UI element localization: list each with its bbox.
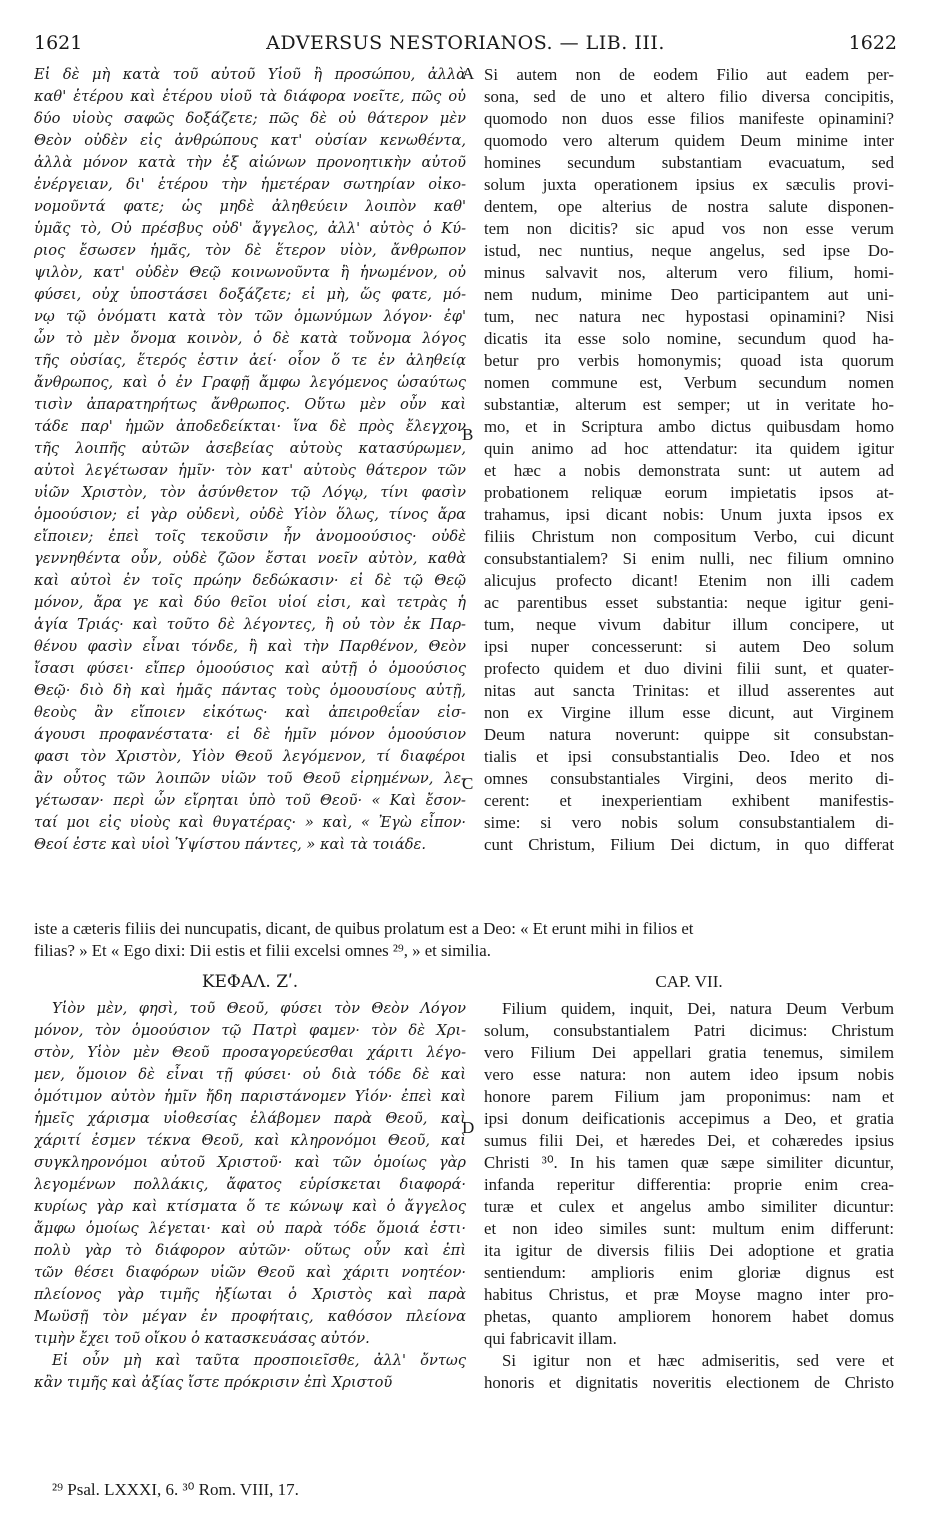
latin-text-line: et hæc a nobis demonstrata sunt: ut autem ad: [484, 461, 894, 480]
greek-text-line: φύσει, οὐχ ὑποστάσει δοξάζετε; εἰ μὴ, ὥς φατε, μό-: [34, 286, 466, 303]
latin-text-line: dentem, ope alterius de nostra salute disponen-: [484, 197, 894, 216]
greek-text-line: τιμὴν ἔχει τοῦ οἴκου ὁ κατασκευάσας αὐτόν.: [34, 1330, 370, 1347]
greek-text-line: υἱῶν Χριστὸν, τὸν ἀσύνθετον τῷ Λόγῳ, τίνι φασὶν: [34, 484, 466, 501]
running-title: ADVERSUS NESTORIANOS. — LIB. III.: [266, 32, 665, 54]
latin-text-line: non ex Virgine illum esse dicunt, aut Virginem: [484, 703, 894, 722]
greek-text-line: ριος ἔσωσεν ἡμᾶς, τὸν δὲ ἕτερον υἱὸν, ἄνθρωπον: [34, 242, 466, 259]
latin-text-line: ita igitur de diversis filiis Dei adoptione et gratia: [484, 1241, 894, 1260]
greek-text-line: ὑμᾶς τὸ, Οὐ πρέσβυς οὐδ' ἄγγελος, ἀλλ' αὐτὸς ὁ Κύ-: [34, 220, 466, 237]
latin-text-line: cunt Christum, Filium Dei dictum, in quo differat: [484, 835, 894, 854]
latin-text-line: solum, consubstantialem Patri dicimus: Christum: [484, 1021, 894, 1040]
latin-text-line: qui fabricavit illam.: [484, 1329, 617, 1348]
greek-text-line: αὐτοὶ λεγέτωσαν ἡμῖν· τὸν κατ' αὐτοὺς θάτερον τῶν: [34, 462, 466, 479]
latin-text-line: quomodo non duos esse filios manifeste opinamini?: [484, 109, 894, 128]
greek-text-line: Μωϋσῇ τὸν μέγαν ἐν προφήταις, καθόσον πλείονα: [34, 1308, 466, 1325]
greek-text-line: γέτωσαν· περὶ ὧν εἴρηται ὑπὸ τοῦ Θεοῦ· « Καὶ ἔσον-: [34, 792, 466, 809]
greek-text-line: ἂν οὗτος τῶν λοιπῶν υἱῶν τοῦ Θεοῦ εἰρημένων, λε-: [34, 770, 466, 787]
latin-text-line: tialis et ipsi consubstantialis Deo. Ideo et nos: [484, 747, 894, 766]
greek-text-line: τάδε παρ' ἡμῶν ἀποδεδείκται· ἵνα δὲ πρὸς ἔλεγχον: [34, 418, 466, 435]
latin-text-line: trahamus, ipsi dicant nobis: Unum juxta ipsos ex: [484, 505, 894, 524]
latin-text-line: solum juxta operationem ipsius ex sæculis provi-: [484, 175, 894, 194]
greek-text-line: δύο υἱοὺς σαφῶς δοξάζετε; πῶς δὲ οὐ θάτερον μὲν: [34, 110, 466, 127]
latin-text-line: betur pro verbis homonymis; quoad ista quorum: [484, 351, 894, 370]
latin-text-line: consubstantialem? Si enim nulli, nec filium omnino: [484, 549, 894, 568]
latin-text-line: tum, nec natura nec hypostasi opinamini? Nisi: [484, 307, 894, 326]
latin-text-line: Si autem non de eodem Filio aut eadem per-: [484, 65, 894, 84]
latin-text-line: vero Filium Dei appellari gratia tenemus, similem: [484, 1043, 894, 1062]
greek-text-line: φασι τὸν Χριστὸν, Υἱὸν Θεοῦ λεγόμενον, τί διαφέροι: [34, 748, 466, 765]
greek-text-line: ἄμφω ὁμοίως λέγεται· καὶ οὐ παρὰ τόδε ὅμοιά ἐστι·: [34, 1220, 466, 1237]
greek-text-line: λεγομένων πολλάκις, ἄφατος εὑρίσκεται διαφορά·: [34, 1176, 466, 1193]
latin-text-line: habitus Christus, et præ Moyse magno inter pro-: [484, 1285, 894, 1304]
greek-text-line: νομοῦντά φατε; ὡς μηδὲ ἀληθεύειν λοιπὸν καθ': [34, 198, 466, 215]
greek-text-line: μόνον, τὸν ὁμοούσιον τῷ Πατρὶ φαμεν· τὸν δὲ Χρι-: [34, 1022, 466, 1039]
continuation-line: iste a cæteris filiis dei nuncupatis, dicant, de quibus prolatum est a Deo: « Et erunt mihi in filios et: [34, 919, 694, 938]
chapter-heading-latin: CAP. VII.: [655, 972, 723, 991]
greek-text-line: ὁμοούσιον; εἰ γὰρ οὐδενὶ, οὐδὲ Υἱὸν ὅλως, τίνος ἄρα: [34, 506, 466, 523]
greek-text-line: πλείονος γὰρ τιμῆς ἠξίωται ὁ Χριστὸς καὶ παρὰ: [34, 1286, 466, 1303]
latin-text-line: Christi ³⁰. In his tamen quæ sæpe similiter dicuntur,: [484, 1153, 894, 1172]
latin-text-line: quomodo vero alterum quidem Deum minime inter: [484, 131, 894, 150]
latin-text-line: tem non dicitis? sic apud vos non esse verum: [484, 219, 894, 238]
latin-text-line: cerent: et inexperientiam exhibent manifestis-: [484, 791, 894, 810]
greek-text-line: Θεοί ἐστε καὶ υἱοὶ Ὑψίστου πάντες, » καὶ τὰ τοιάδε.: [34, 836, 427, 853]
latin-text-line: alicujus profecto dicant! Etenim non illi cadem: [484, 571, 894, 590]
latin-text-line: nem nudum, minime Deo participantem aut uni-: [484, 285, 894, 304]
margin-marker-d: D: [462, 1118, 475, 1137]
latin-text-line: nomen commune est, Verbum secundum nomen: [484, 373, 894, 392]
greek-text-line: νῳ τῷ ὀνόματι κατὰ τὸν τῶν ὁμωνύμων λόγον· ἐφ': [34, 308, 466, 325]
footnotes: ²⁹ Psal. LXXXI, 6. ³⁰ Rom. VIII, 17.: [52, 1480, 299, 1499]
margin-marker-a: A: [462, 64, 475, 83]
greek-text-line: τῆς λοιπῆς αὐτῶν ἀσεβείας αὐτοὺς κατασύρωμεν,: [34, 440, 466, 457]
greek-text-line: Υἱὸν μὲν, φησὶ, τοῦ Θεοῦ, φύσει τὸν Θεὸν Λόγον: [52, 1000, 466, 1017]
greek-text-line: κἂν τιμῆς καὶ ἀξίας ἴστε πρόκρισιν ἐπὶ Χριστοῦ: [34, 1374, 393, 1391]
greek-text-line: καὶ αὐτοὶ ἐν τοῖς πρώην δεδώκασιν· εἰ δὲ τῷ Θεῷ: [34, 572, 466, 589]
greek-text-line: συγκληρονόμοι αὐτοῦ Χριστοῦ· καὶ τῶν ὁμοίως γὰρ: [34, 1154, 466, 1171]
greek-text-line: ἴσασι φύσει· εἴπερ ὁμοούσιος καὶ αὐτῇ ὁ ὁμοούσιος: [34, 660, 466, 677]
latin-text-line: ipsi donum deificationis accepimus a Deo, et gratia: [484, 1109, 894, 1128]
latin-text-line: nitas aut sancta Trinitas: et illud asserentes aut: [484, 681, 894, 700]
latin-text-line: vero esse natura: non autem ideo ipsum nobis: [484, 1065, 894, 1084]
latin-text-line: probationem reliquæ eorum impietatis ipsos at-: [484, 483, 894, 502]
greek-text-line: ἀλλὰ μόνον κατὰ τὴν ἐξ αἰώνων προνοητικὴν αὐτοῦ: [34, 154, 466, 171]
margin-marker-c: C: [462, 774, 474, 793]
latin-text-line: phetas, quanto ampliorem honorem habet domus: [484, 1307, 894, 1326]
greek-text-line: θεοὺς ἂν εἴποιεν εἰκότως· καὶ ἀπειροθεΐαν εἰσ-: [34, 704, 466, 721]
chapter-heading-greek: ΚΕΦΑΛ. Ζʹ.: [201, 972, 299, 992]
continuation-line: filias? » Et « Ego dixi: Dii estis et filii excelsi omnes ²⁹, » et similia.: [34, 941, 491, 960]
latin-text-line: infanda reperitur differentia: proprie enim crea-: [484, 1175, 894, 1194]
greek-text-line: Θεῷ· διὸ δὴ καὶ ἡμᾶς πάντας τοὺς ὁμοουσίους αὐτῇ,: [34, 682, 466, 699]
greek-text-line: Θεὸν οὐδὲν εἰς ἀνθρώπους κατ' οὐσίαν κενωθέντα,: [34, 132, 466, 149]
greek-text-line: πολὺ γὰρ τὸ διάφορον αὐτῶν· οὕτως οὖν καὶ ἐπὶ: [34, 1242, 466, 1259]
latin-text-line: dicatis ita esse solo nomine, secundum quod ha-: [484, 329, 894, 348]
greek-text-line: τισὶν ἀπαρατηρήτως ἄνθρωπος. Οὕτω μὲν οὖν καὶ: [34, 396, 466, 413]
running-header: [34, 32, 897, 56]
latin-text-line: substantiæ, alterum est semper; ut in veritate ho-: [484, 395, 894, 414]
latin-text-line: Filium quidem, inquit, Dei, natura Deum Verbum: [502, 999, 894, 1018]
greek-text-line: ὧν τὸ μὲν ὄνομα κοινὸν, ὁ δὲ κατὰ τοὔνομα λόγος: [34, 330, 466, 347]
greek-text-line: στὸν, Υἱὸν μὲν Θεοῦ προσαγορεύεσθαι χάριτι λέγο-: [34, 1044, 466, 1061]
greek-column-bottom: [34, 998, 466, 1394]
latin-text-line: omnes consubstantiales Virgini, deos merito di-: [484, 769, 894, 788]
margin-marker-b: B: [462, 425, 474, 444]
greek-text-line: μόνον, ἄρα γε καὶ δύο θεῖοι υἱοί εἰσι, καὶ τετρὰς ἡ: [34, 594, 466, 611]
latin-text-line: ipsi nuper concesserunt: si autem Deo solum: [484, 637, 894, 656]
latin-text-line: honoris et dignitatis noveritis electionem de Christo: [484, 1373, 894, 1392]
greek-text-line: μεν, ὅμοιον δὲ εἶναι τῇ φύσει· οὐ διὰ τόδε δὲ καὶ: [34, 1066, 466, 1083]
greek-text-line: άγουσι προφανέστατα· εἰ δὲ ἡμῖν μόνον ὁμοούσιον: [34, 726, 466, 743]
greek-text-line: ἐνέργειαν, δι' ἑτέρου τὴν ἡμετέραν σωτηρίαν οἰκο-: [34, 176, 466, 193]
latin-text-line: sumus filii Dei, et hæredes Dei, et cohæredes ipsius: [484, 1131, 894, 1150]
latin-text-line: turæ et culex et angelus ambo similiter dicuntur:: [484, 1197, 894, 1216]
greek-text-line: ἄνθρωπος, καὶ ὁ ἐν Γραφῇ ἄμφω λεγόμενος ὡσαύτως: [34, 374, 466, 391]
latin-text-line: sentiendum: amplioris enim gloriæ dignus est: [484, 1263, 894, 1282]
page-number-left: 1621: [34, 32, 83, 54]
latin-text-line: Deum natura noverunt: quippe sit consubstan-: [484, 725, 894, 744]
latin-column-bottom: [484, 998, 894, 1394]
greek-text-line: ταί μοι εἰς υἱοὺς καὶ θυγατέρας· » καὶ, « Ἐγὼ εἶπον·: [34, 814, 466, 831]
latin-text-line: tum, neque vivum dabitur illum concipere, ut: [484, 615, 894, 634]
greek-text-line: ψιλὸν, κατ' οὐδὲν Θεῷ κοινωνοῦντα ἢ ἡνωμένον, οὐ: [34, 264, 466, 281]
greek-text-line: τῆς οὐσίας, ἕτερός ἐστιν ἀεί· οἷον ὅ τε ἐν ἀληθείᾳ: [34, 352, 466, 369]
latin-text-line: minus salvavit nos, alterum vero filium, homi-: [484, 263, 894, 282]
greek-text-line: ἁγία Τριάς· καὶ τοῦτο δὲ λέγοντες, ἢ οὐ τὸν ἐκ Παρ-: [34, 616, 466, 633]
greek-text-line: εἴποιεν; ἐπεὶ τοῖς τεκοῦσιν ἦν ἀνομοούσιος· οὐδὲ: [34, 528, 466, 545]
latin-text-line: filiis Christum non compositum Verbo, cui dicunt: [484, 527, 894, 546]
latin-text-line: quin animo ad hoc attendatur: ita quidem igitur: [484, 439, 894, 458]
greek-column-top: [34, 64, 466, 856]
latin-text-line: sona, sed de uno et altero filio diversa concipitis,: [484, 87, 894, 106]
latin-text-line: sime: si vero nobis solum consubstantialem di-: [484, 813, 894, 832]
latin-text-line: mo, et in Scriptura ambo dictus quibusdam homo: [484, 417, 894, 436]
greek-text-line: τῶν θέσει διαφόρων υἱῶν Θεοῦ καὶ χάριτι νοητέον·: [34, 1264, 466, 1281]
greek-text-line: γεννηθέντα οὖν, οὐδὲ ζῶον ἔσται νοεῖν αὐτὸν, καθὰ: [34, 550, 466, 567]
latin-text-line: homines secundum substantiam evacuatum, sed: [484, 153, 894, 172]
greek-text-line: θένου φασὶν εἶναι τόνδε, ἢ καὶ τὴν Παρθένον, Θεὸν: [34, 638, 466, 655]
page-number-right: 1622: [848, 32, 897, 54]
latin-text-line: profecto quidem et duo divini filii sunt, et quater-: [484, 659, 894, 678]
greek-text-line: Εἰ δὲ μὴ κατὰ τοῦ αὐτοῦ Υἱοῦ ἢ προσώπου, ἀλλὰ: [34, 66, 466, 83]
latin-column-top: [484, 64, 894, 856]
latin-text-line: honore parem Filium jam proponimus: nam et: [484, 1087, 894, 1106]
greek-text-line: Εἰ οὖν μὴ καὶ ταῦτα προσποιεῖσθε, ἀλλ' ὄντως: [52, 1352, 466, 1369]
latin-text-line: Si igitur non et hæc admiseritis, sed vere et: [502, 1351, 894, 1370]
greek-text-line: κυρίως γὰρ καὶ κτίσματα ὅ τε κώνωψ καὶ ὁ ἄγγελος: [34, 1198, 466, 1215]
greek-text-line: ἡμεῖς χάρισμα υἱοθεσίας ἐλάβομεν παρὰ Θεοῦ, καὶ: [34, 1110, 466, 1127]
latin-text-line: et non ideo similes sunt: multum enim differunt:: [484, 1219, 894, 1238]
greek-text-line: καθ' ἑτέρου καὶ ἑτέρου υἱοῦ τὰ διάφορα νοεῖτε, πῶς οὐ: [34, 88, 466, 105]
latin-text-line: ac parentibus esset substantia: neque igitur geni-: [484, 593, 894, 612]
latin-text-line: istud, nec nuntius, neque angelus, sed ipse Do-: [484, 241, 894, 260]
greek-text-line: χάριτί ἐσμεν τέκνα Θεοῦ, καὶ κληρονόμοι Θεοῦ, καὶ: [34, 1132, 466, 1149]
greek-text-line: ὁμότιμον αὐτὸν ἡμῖν ἤδη παριστάνομεν Υἱόν· ἐπεὶ καὶ: [34, 1088, 466, 1105]
full-width-continuation: [34, 918, 894, 962]
